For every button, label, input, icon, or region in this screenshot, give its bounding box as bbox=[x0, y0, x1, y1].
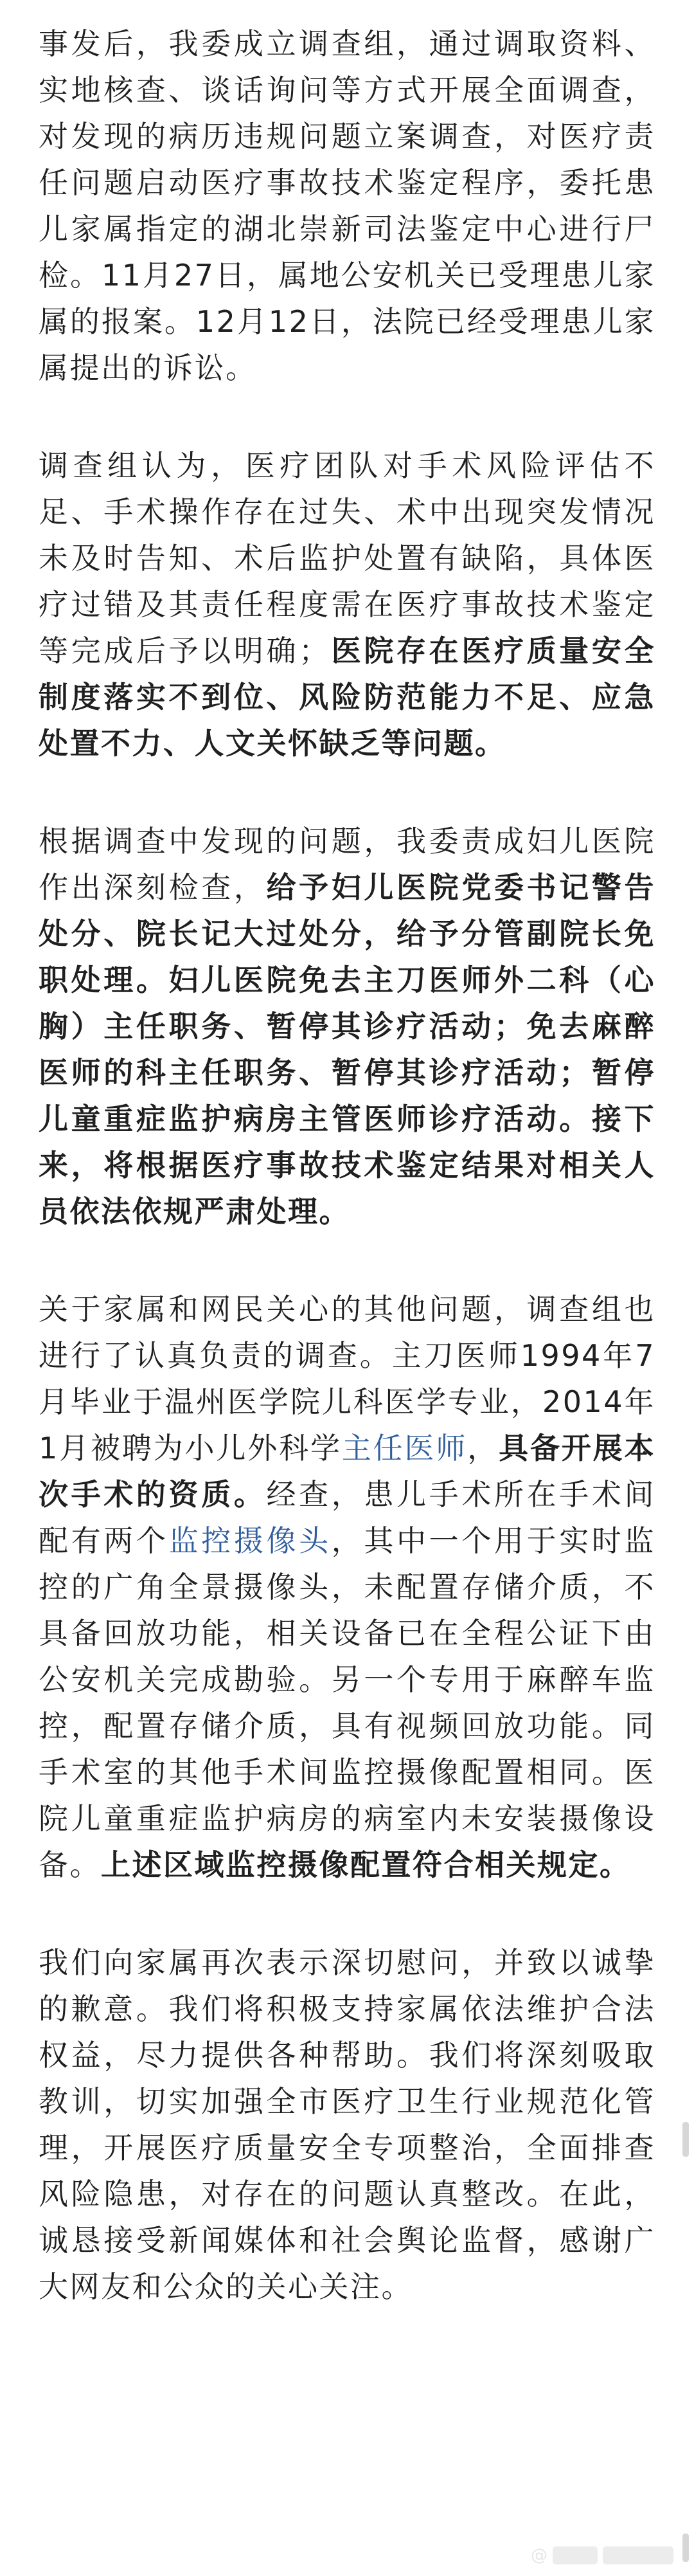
scrollbar-thumb[interactable] bbox=[682, 2122, 689, 2157]
bold-text: 上述区域监控摄像配置符合相关规定。 bbox=[101, 1847, 631, 1882]
paragraph bbox=[39, 1286, 655, 1888]
paragraph-text: ， bbox=[467, 1431, 499, 1465]
bold-text: 给予妇儿医院党委书记警告处分、院长记大过处分，给予分管副院长免职处理。妇儿医院免去主刀医师外二科（心胸）主任职务、暂停其诊疗活动；免去麻醉医师的科主任职务、暂停其诊疗活动；暂停儿童重症监护病房主管医师诊疗活动。接下来，将根据医疗事故技术鉴定结果对相关人员依法依规严肃处理。 bbox=[39, 870, 656, 1229]
paragraph-text: 根据调查中发现的问题，我委责成妇儿医院作出深刻检查， bbox=[39, 824, 655, 905]
paragraph-text: 经查，患儿手术所在手术间配有两个 bbox=[39, 1477, 656, 1558]
paragraph bbox=[39, 442, 655, 766]
paragraph-text: 我们向家属再次表示深切慰问，并致以诚挚的歉意。我们将积极支持家属依法维护合法权益，尽力提供各种帮助。我们将深刻吸取教训，切实加强全市医疗卫生行业规范化管理，开展医疗质量安全专项整治，全面排查风险隐患，对存在的问题认真整改。在此，诚恳接受新闻媒体和社会舆论监督，感谢广大网友和公众的关心关注。 bbox=[39, 1945, 655, 2304]
paragraph-text: ，其中一个用于实时监控的广角全景摄像头，未配置存储介质，不具备回放功能，相关设备已在全程公证下由公安机关完成勘验。另一个专用于麻醉车监控，配置存储介质，具有视频回放功能。同手术室的其他手术间监控摄像配置相同。医院儿童重症监护病房的病室内未安装摄像设备。 bbox=[39, 1523, 656, 1882]
link-chief-physician[interactable]: 主任医师 bbox=[341, 1431, 468, 1465]
paragraph-text: 调查组认为，医疗团队对手术风险评估不足、手术操作存在过失、术中出现突发情况未及时告知、术后监护处置有缺陷，具体医疗过错及其责任程度需在医疗事故技术鉴定等完成后予以明确； bbox=[39, 448, 655, 668]
watermark-name-block bbox=[603, 2546, 673, 2564]
link-surveillance-camera[interactable]: 监控摄像头 bbox=[168, 1523, 332, 1558]
paragraph bbox=[39, 818, 655, 1235]
paragraph bbox=[39, 1939, 655, 2310]
scrollbar-thumb-bottom[interactable] bbox=[682, 2534, 689, 2562]
watermark bbox=[481, 2544, 673, 2567]
bold-text: 医院存在医疗质量安全制度落实不到位、风险防范能力不足、应急处置不力、人文关怀缺乏等问题。 bbox=[39, 633, 656, 761]
watermark-logo-block bbox=[553, 2546, 598, 2564]
paragraph bbox=[39, 21, 655, 391]
watermark-at-symbol: @ bbox=[531, 2546, 547, 2565]
bold-text: 具备开展本次手术的资质。 bbox=[39, 1431, 656, 1512]
paragraph-text: 事发后，我委成立调查组，通过调取资料、实地核查、谈话询问等方式开展全面调查，对发现的病历违规问题立案调查，对医疗责任问题启动医疗事故技术鉴定程序，委托患儿家属指定的湖北崇新司法鉴定中心进行尸检。11月27日，属地公安机关已受理患儿家属的报案。12月12日，法院已经受理患儿家属提出的诉讼。 bbox=[39, 26, 655, 385]
paragraph-text: 关于家属和网民关心的其他问题，调查组也进行了认真负责的调查。主刀医师1994年7月毕业于温州医学院儿科医学专业，2014年1月被聘为小儿外科学 bbox=[39, 1292, 655, 1465]
